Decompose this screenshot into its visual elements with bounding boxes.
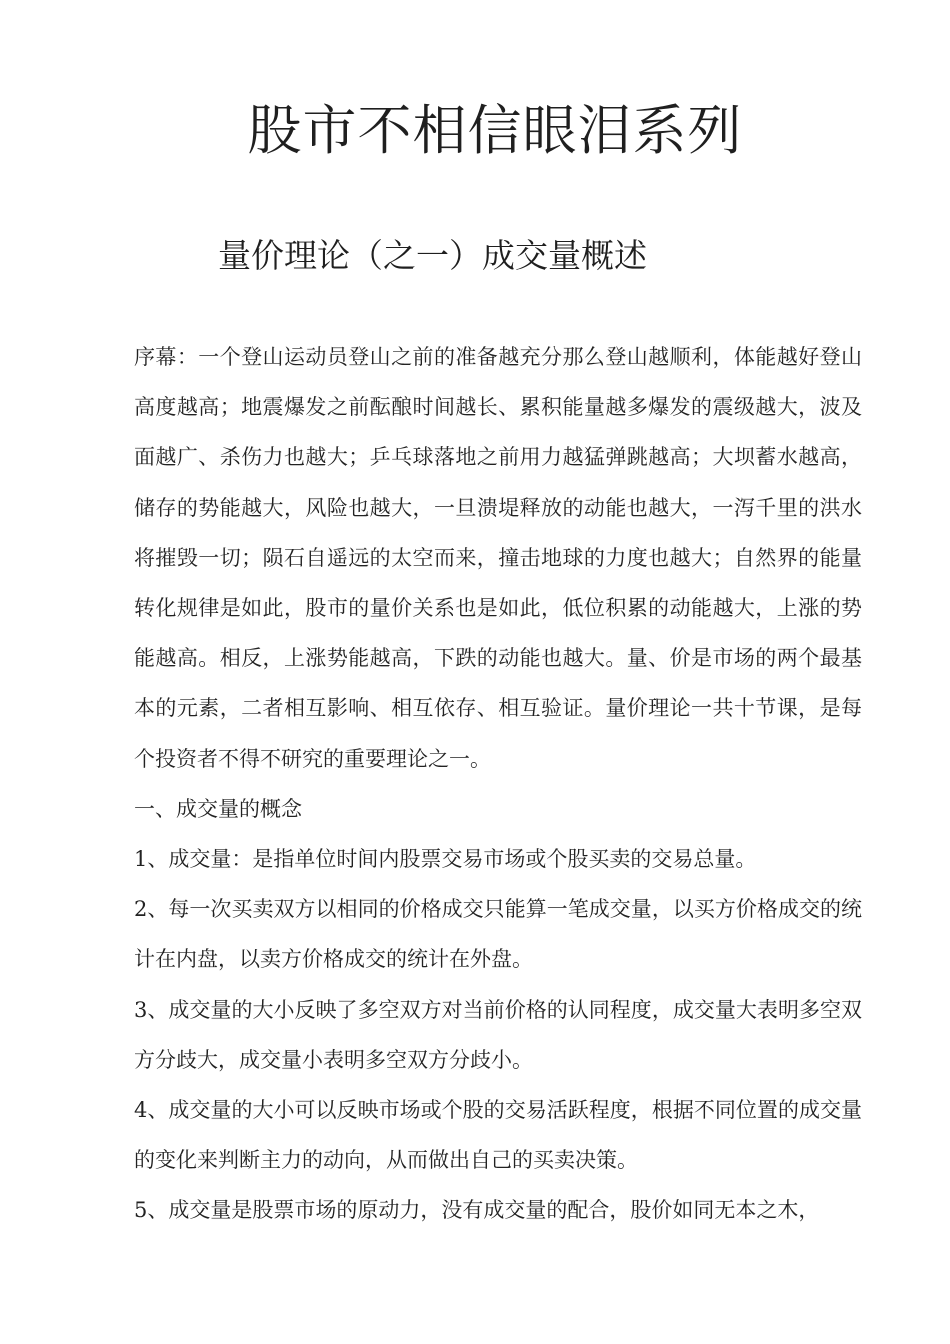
document-subtitle: 量价理论（之一）成交量概述 xyxy=(218,236,647,275)
list-item: 1、成交量：是指单位时间内股票交易市场或个股买卖的交易总量。 xyxy=(134,847,757,872)
list-item: 5、成交量是股票市场的原动力，没有成交量的配合，股价如同无本之木， xyxy=(134,1198,820,1223)
document-body xyxy=(134,332,862,1236)
list-item: 2、每一次买卖双方以相同的价格成交只能算一笔成交量，以买方价格成交的统计在内盘，以卖方价格成交的统计在外盘。 xyxy=(134,897,862,972)
section-heading: 一、成交量的概念 xyxy=(134,796,302,821)
intro-paragraph: 序幕：一个登山运动员登山之前的准备越充分那么登山越顺利，体能越好登山高度越高；地震爆发之前酝酿时间越长、累积能量越多爆发的震级越大，波及面越广、杀伤力也越大；乒乓球落地之前用力越猛弹跳越高；大坝蓄水越高，储存的势能越大，风险也越大，一旦溃堤释放的动能也越大，一泻千里的洪水将摧毁一切；陨石自遥远的太空而来，撞击地球的力度也越大；自然界的能量转化规律是如此，股市的量价关系也是如此，低位积累的动能越大，上涨的势能越高。相反，上涨势能越高，下跌的动能也越大。量、价是市场的两个最基本的元素，二者相互影响、相互依存、相互验证。量价理论一共十节课，是每个投资者不得不研究的重要理论之一。 xyxy=(134,345,862,771)
list-item: 4、成交量的大小可以反映市场或个股的交易活跃程度，根据不同位置的成交量的变化来判断主力的动向，从而做出自己的买卖决策。 xyxy=(134,1098,862,1173)
list-item: 3、成交量的大小反映了多空双方对当前价格的认同程度，成交量大表明多空双方分歧大，成交量小表明多空双方分歧小。 xyxy=(134,997,862,1072)
document-title: 股市不相信眼泪系列 xyxy=(247,99,743,162)
